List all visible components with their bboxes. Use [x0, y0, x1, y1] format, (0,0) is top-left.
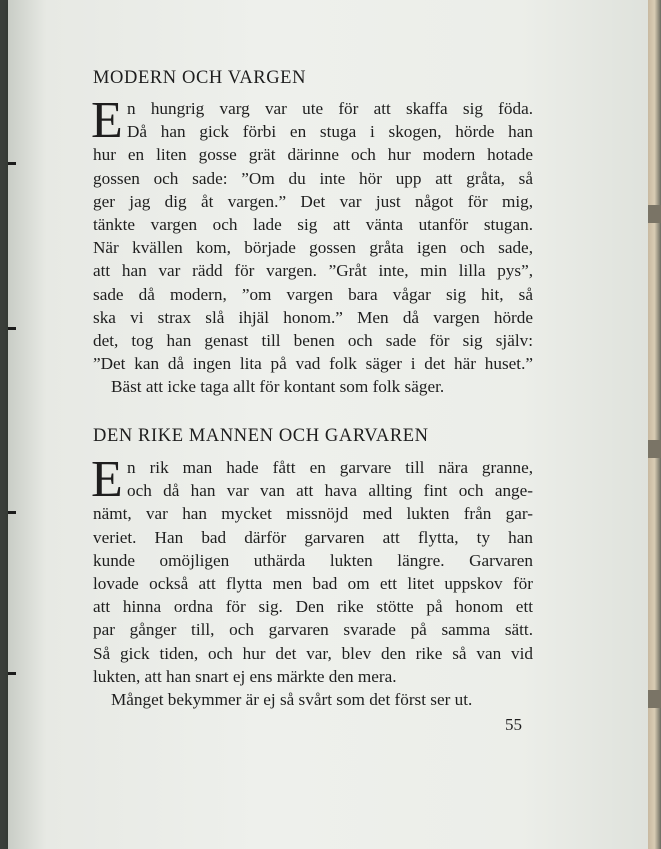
dropcap-letter: E: [91, 92, 123, 149]
text-line: par gånger till, och garvaren svarade på samma sätt.: [93, 620, 533, 640]
text-line: När kvällen kom, började gossen gråta igen och sade,: [93, 238, 533, 258]
page-edge-band: [648, 440, 661, 458]
binding-thread-mark: [8, 327, 16, 330]
text-line: ”Det kan då ingen lita på vad folk säger i det här huset.”: [93, 354, 533, 374]
text-line: det, tog han genast till benen och sade för sig själv:: [93, 330, 533, 350]
text-line: sade då modern, ”om vargen bara vågar sig hit, så: [93, 284, 533, 304]
book-page: [8, 0, 648, 849]
text-line: att hinna ordna för sig. Den rike stötte på honom ett: [93, 597, 533, 617]
binding-thread-mark: [8, 672, 16, 675]
text-line: ska vi strax slå ihjäl honom.” Men då vargen hörde: [93, 307, 533, 327]
text-line: att han var rädd för vargen. ”Gråt inte, min lilla pys”,: [93, 261, 533, 281]
fable-moral: Månget bekymmer är ej så svårt som det först ser ut.: [111, 689, 473, 709]
text-line: lukten, att han snart ej ens märkte den mera.: [93, 666, 397, 686]
text-line: n hungrig varg var ute för att skaffa sig föda.: [127, 99, 533, 118]
fable-title-modern-och-vargen: MODERN OCH VARGEN: [93, 68, 307, 88]
page-number: 55: [505, 715, 522, 734]
dropcap-letter: E: [91, 451, 123, 508]
text-line: Då han gick förbi en stuga i skogen, hörde han: [127, 122, 533, 142]
page-edge-band: [648, 690, 661, 708]
binding-thread-mark: [8, 162, 16, 165]
fable-title-den-rike-mannen: DEN RIKE MANNEN OCH GARVAREN: [93, 426, 429, 446]
text-line: hur en liten gosse grät därinne och hur modern hotade: [93, 145, 533, 165]
text-line: lovade också att flytta men bad om ett litet uppskov för: [93, 573, 533, 593]
text-line: Så gick tiden, och hur det var, blev den rike så van vid: [93, 643, 533, 663]
text-line: tänkte vargen och lade sig att vänta utanför stugan.: [93, 214, 533, 234]
binding-thread-mark: [8, 511, 16, 514]
page-edge-band: [648, 205, 661, 223]
text-line: veriet. Han bad därför garvaren att flytta, ty han: [93, 527, 533, 547]
text-line: gossen och sade: ”Om du inte hör upp att gråta, så: [93, 168, 533, 188]
page-stack-edge: [648, 0, 661, 849]
text-line: och då han var van att hava allting fint och ange-: [127, 481, 533, 501]
text-line: nämt, var han mycket missnöjd med lukten från gar-: [93, 504, 533, 524]
fable-moral: Bäst att icke taga allt för kontant som folk säger.: [111, 377, 445, 397]
text-line: ger jag dig åt vargen.” Det var just något för mig,: [93, 191, 533, 211]
text-line: n rik man hade fått en garvare till nära granne,: [127, 458, 533, 477]
fable-text-modern-och-vargen: [91, 92, 533, 398]
text-line: kunde omöjligen uthärda lukten längre. Garvaren: [93, 550, 533, 570]
fable-text-den-rike-mannen: [91, 451, 533, 711]
